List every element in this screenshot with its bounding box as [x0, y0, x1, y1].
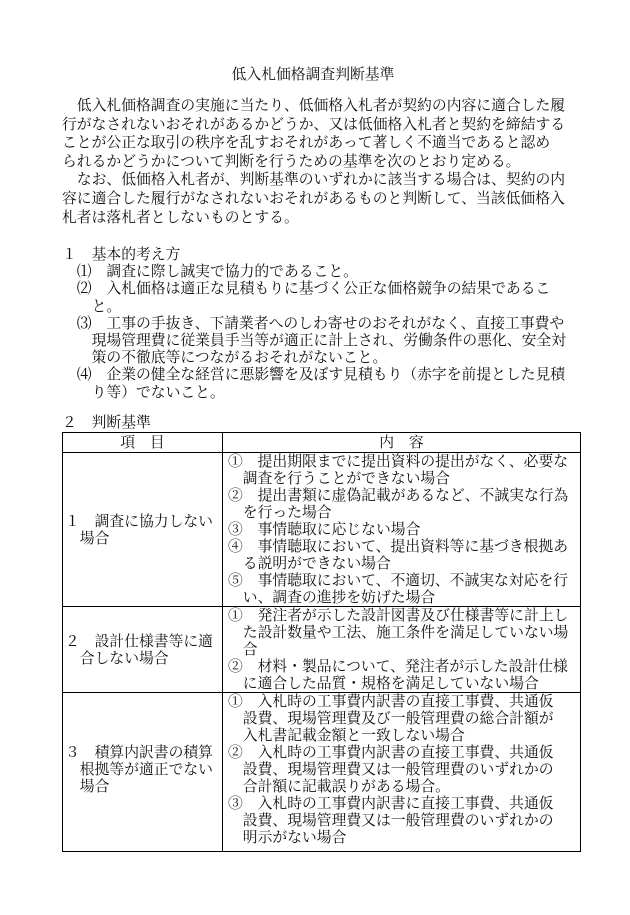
criterion-line: 合しない場合: [79, 649, 169, 667]
criterion-cell: [63, 693, 223, 852]
criterion-line: 場合: [79, 529, 110, 547]
condition-line: 入札書記載金額と一致しない場合: [242, 727, 465, 744]
condition-item: [228, 795, 577, 846]
table-row: [63, 607, 581, 693]
condition-line: ③ 事情聴取に応じない場合: [228, 521, 421, 538]
condition-line: 設費、現場管理費及び一般管理費の総合計額が: [242, 710, 554, 727]
criterion-label: [65, 513, 219, 547]
policy-item-line: ⑴ 調査に際し誠実で協力的であること。: [76, 263, 358, 281]
policy-item: [62, 315, 566, 367]
condition-item: [228, 744, 577, 795]
paragraph-line: なお、低価格入札者が、判断基準のいずれかに該当する場合は、契約の内: [76, 171, 566, 189]
policy-item: [62, 263, 566, 280]
condition-line: に適合した品質・規格を満足していない場合: [242, 675, 539, 692]
criterion-line: ２ 設計仕様書等に適: [65, 632, 213, 650]
document-title: 低入札価格調査判断基準: [231, 66, 395, 83]
policy-item-line: ⑷ 企業の健全な経営に悪影響を及ぼす見積もり（赤字を前提とした見積: [76, 366, 566, 384]
policy-item-line: り等）でないこと。: [91, 383, 225, 401]
paragraph-line: ことが公正な取引の秩序を乱すおそれがあって著しく不適当であると認め: [62, 134, 551, 152]
policy-item: [62, 366, 566, 400]
table-header-row: [63, 433, 581, 453]
condition-cell: [223, 607, 581, 693]
paragraph-line: 札者は落札者としないものとする。: [62, 208, 299, 226]
criterion-label: [65, 633, 219, 667]
policy-item-line: ⑶ 工事の手抜き、下請業者へのしわ寄せのおそれがなく、直接工事費や: [76, 314, 565, 332]
condition-line: ① 発注者が示した設計図書及び仕様書等に計上し: [228, 607, 569, 624]
condition-line: ① 入札時の工事費内訳書の直接工事費、共通仮: [228, 693, 554, 710]
condition-line: ③ 入札時の工事費内訳書に直接工事費、共通仮: [228, 795, 554, 812]
criterion-cell: [63, 607, 223, 693]
policy-item: [62, 280, 566, 314]
condition-line: ⑤ 事情聴取において、不適切、不誠実な対応を行: [228, 572, 569, 589]
intro-paragraph: [62, 171, 565, 227]
condition-line: た設計数量や工法、施工条件を満足していない場: [242, 624, 569, 641]
condition-line: ① 提出期限までに提出資料の提出がなく、必要な: [228, 453, 569, 470]
condition-item: [228, 538, 577, 572]
section-heading: ２ 判断基準: [62, 414, 151, 431]
condition-item: [228, 572, 577, 606]
condition-cell: [223, 453, 581, 607]
intro-paragraph: [62, 97, 565, 171]
condition-line: ② 提出書類に虚偽記載があるなど、不誠実な行為: [228, 487, 569, 504]
condition-item: [228, 487, 577, 521]
criterion-line: １ 調査に協力しない: [65, 512, 213, 530]
criterion-line: 場合: [79, 778, 110, 795]
condition-item: [228, 521, 577, 538]
paragraph-line: 低入札価格調査の実施に当たり、低価格入札者が契約の内容に適合した履: [76, 97, 566, 114]
condition-line: ④ 事情聴取において、提出資料等に基づき根拠あ: [228, 538, 569, 555]
condition-line: 設費、現場管理費又は一般管理費のいずれかの: [242, 761, 554, 778]
criterion-line: 根拠等が適正でない: [79, 761, 213, 778]
condition-line: ② 材料・製品について、発注者が示した設計仕様: [228, 658, 568, 675]
basic-policy-section: [62, 246, 566, 401]
paragraph-line: られるかどうかについて判断を行うための基準を次のとおり定める。: [62, 152, 521, 170]
condition-line: 明示がない場合: [242, 829, 347, 846]
condition-item: [228, 607, 577, 658]
criterion-line: ３ 積算内訳書の積算: [65, 744, 213, 761]
paragraph-line: 行がなされないおそれがあるかどうか、又は低価格入札者と契約を締結する: [62, 115, 566, 133]
condition-item: [228, 693, 577, 744]
intro-section: [62, 97, 565, 227]
condition-item: [228, 658, 577, 692]
condition-item: [228, 453, 577, 487]
condition-line: い、調査の進捗を妨げた場合: [242, 589, 436, 606]
table-header-item: 項 目: [63, 433, 223, 453]
condition-cell: [223, 693, 581, 852]
condition-line: 合計額に記載誤りがある場合。: [242, 778, 450, 795]
table-row: [63, 453, 581, 607]
table-header-content: 内 容: [223, 433, 581, 453]
policy-item-line: 策の不徹底等につながるおそれがないこと。: [91, 349, 388, 367]
section-heading: １ 基本的考え方: [62, 246, 181, 263]
paragraph-line: 容に適合した履行がなされないおそれがあるものと判断して、当該低価格入: [62, 189, 565, 207]
condition-line: る説明ができない場合: [242, 555, 391, 572]
condition-line: 合: [242, 641, 258, 658]
condition-line: 調査を行うことができない場合: [242, 470, 450, 487]
criteria-table: [62, 432, 581, 852]
policy-item-line: ⑵ 入札価格は適正な見積もりに基づく公正な価格競争の結果であるこ: [76, 280, 551, 298]
table-row: [63, 693, 581, 852]
condition-line: 設費、現場管理費又は一般管理費のいずれかの: [242, 812, 554, 829]
condition-line: を行った場合: [242, 504, 332, 521]
policy-item-line: と。: [91, 297, 122, 315]
criterion-cell: [63, 453, 223, 607]
criterion-label: [65, 744, 219, 795]
policy-item-line: 現場管理費に従業員手当等が適正に計上され、労働条件の悪化、安全対: [91, 332, 566, 350]
condition-line: ② 入札時の工事費内訳書の直接工事費、共通仮: [228, 744, 554, 761]
